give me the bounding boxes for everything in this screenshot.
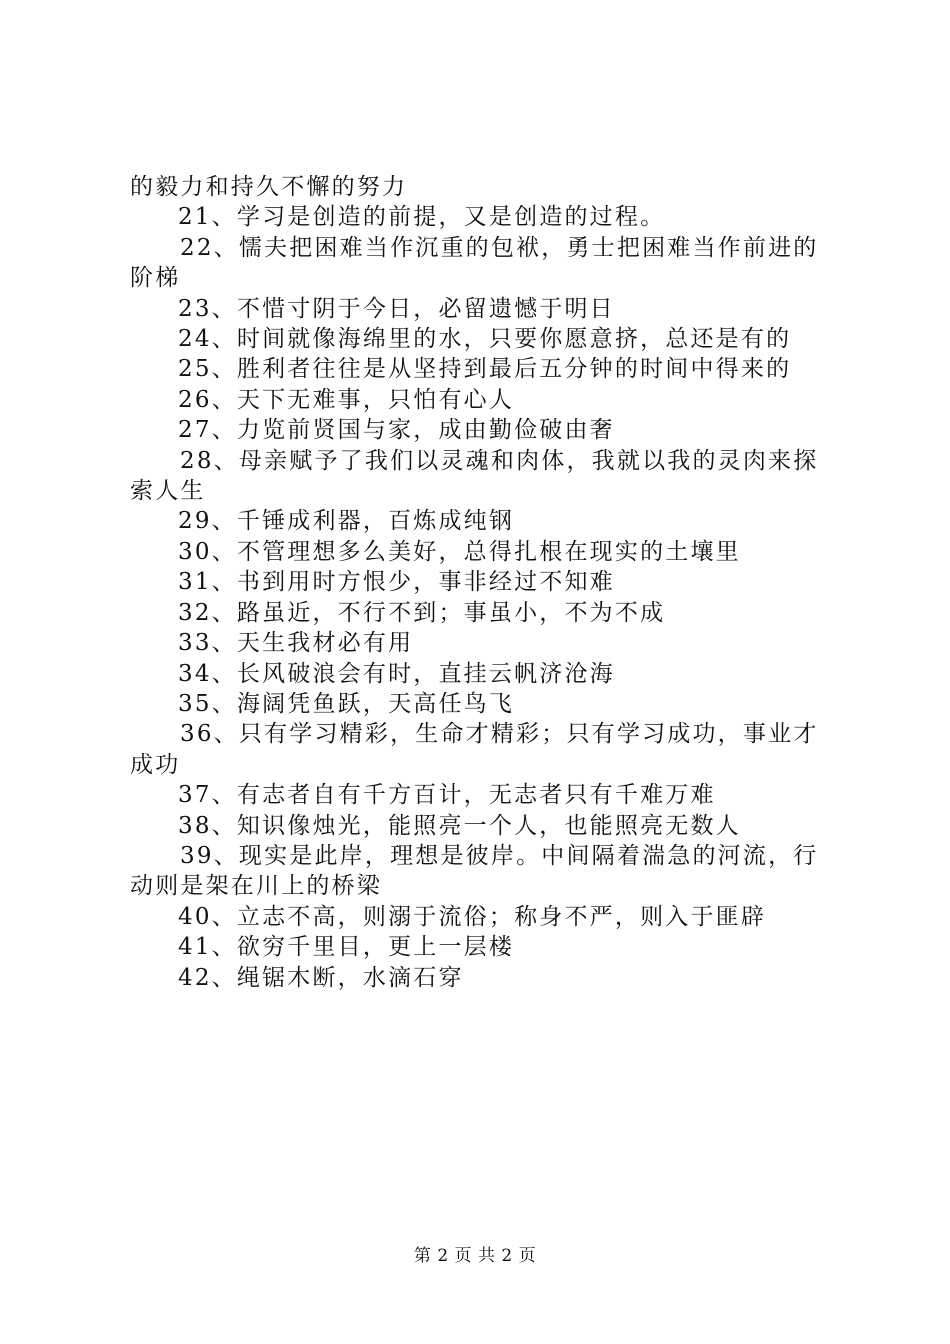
quote-item: 37、有志者自有千方百计，无志者只有千难万难 — [178, 782, 716, 809]
quote-list — [0, 202, 950, 993]
quote-item: 38、知识像烛光，能照亮一个人，也能照亮无数人 — [178, 812, 741, 839]
quote-item: 23、不惜寸阴于今日，必留遗憾于明日 — [178, 295, 615, 322]
quote-item: 35、海阔凭鱼跃，天高任鸟飞 — [178, 690, 515, 717]
page-footer — [0, 1241, 950, 1266]
quote-item: 36、只有学习精彩，生命才精彩；只有学习成功，事业才成功 — [130, 721, 819, 778]
quote-item: 26、天下无难事，只怕有心人 — [178, 386, 515, 413]
quote-item: 34、长风破浪会有时，直挂云帆济沧海 — [178, 660, 615, 687]
quote-item: 32、路虽近，不行不到；事虽小，不为不成 — [178, 599, 666, 626]
quote-item: 29、千锤成利器，百炼成纯钢 — [178, 508, 515, 535]
quote-item: 33、天生我材必有用 — [178, 630, 414, 657]
document-body — [0, 172, 950, 993]
quote-item: 40、立志不高，则溺于流俗；称身不严，则入于匪辟 — [178, 903, 767, 930]
quote-item: 22、懦夫把困难当作沉重的包袱，勇士把困难当作前进的阶梯 — [130, 234, 819, 292]
quote-item: 30、不管理想多么美好，总得扎根在现实的土壤里 — [178, 538, 741, 565]
page-number-label: 第 2 页 共 2 页 — [413, 1246, 537, 1266]
quote-item: 21、学习是创造的前提，又是创造的过程。 — [178, 204, 666, 231]
quote-item: 39、现实是此岸，理想是彼岸。中间隔着湍急的河流，行动则是架在川上的桥梁 — [130, 842, 819, 900]
quote-item: 27、力览前贤国与家，成由勤俭破由奢 — [178, 417, 615, 444]
continuation-line: 的毅力和持久不懈的努力 — [130, 174, 408, 200]
quote-item: 42、绳锯木断，水滴石穿 — [178, 964, 464, 991]
quote-item: 24、时间就像海绵里的水，只要你愿意挤，总还是有的 — [178, 326, 792, 353]
quote-item: 28、母亲赋予了我们以灵魂和肉体，我就以我的灵肉来探索人生 — [130, 447, 819, 505]
quote-item: 25、胜利者往往是从坚持到最后五分钟的时间中得来的 — [178, 356, 792, 383]
quote-item: 31、书到用时方恨少，事非经过不知难 — [178, 569, 615, 596]
quote-item: 41、欲穷千里目，更上一层楼 — [178, 934, 515, 961]
